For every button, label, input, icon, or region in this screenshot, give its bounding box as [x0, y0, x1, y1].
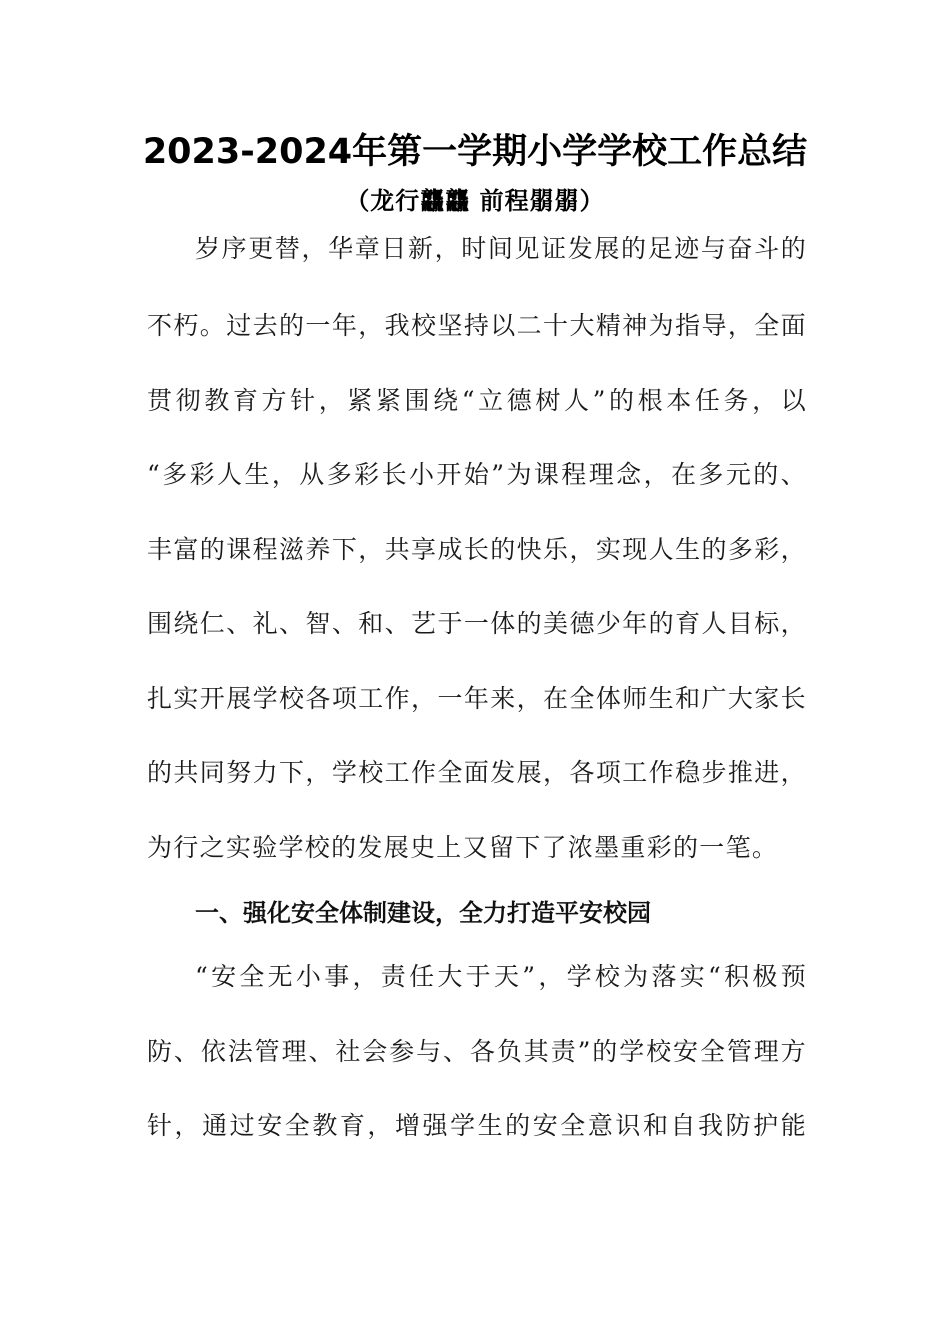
section-heading: 一、强化安全体制建设，全力打造平安校园 [195, 899, 651, 927]
intro-line: 扎实开展学校各项工作，一年来，在全体师生和广大家长 [147, 684, 807, 713]
intro-line: 丰富的课程滋养下，共享成长的快乐，实现人生的多彩， [147, 535, 807, 564]
intro-line: 贯彻教育方针，紧紧围绕“立德树人”的根本任务，以 [147, 386, 807, 415]
section-line: “安全无小事，责任大于天”，学校为落实“积极预 [195, 962, 807, 991]
document-subtitle: （龙行龘龘 前程朤朤） [345, 186, 605, 215]
intro-line: 围绕仁、礼、智、和、艺于一体的美德少年的育人目标， [147, 609, 807, 638]
intro-line: “多彩人生，从多彩长小开始”为课程理念，在多元的、 [147, 460, 807, 489]
document-title: 2023-2024年第一学期小学学校工作总结 [142, 132, 808, 172]
intro-line: 不朽。过去的一年，我校坚持以二十大精神为指导，全面 [147, 311, 807, 340]
section-line: 针，通过安全教育，增强学生的安全意识和自我防护能 [147, 1111, 807, 1140]
section-line: 防、依法管理、社会参与、各负其责”的学校安全管理方 [147, 1037, 807, 1066]
intro-line: 岁序更替，华章日新，时间见证发展的足迹与奋斗的 [195, 234, 807, 263]
intro-line: 为行之实验学校的发展史上又留下了浓墨重彩的一笔。 [147, 833, 779, 862]
intro-line: 的共同努力下，学校工作全面发展，各项工作稳步推进， [147, 758, 807, 787]
